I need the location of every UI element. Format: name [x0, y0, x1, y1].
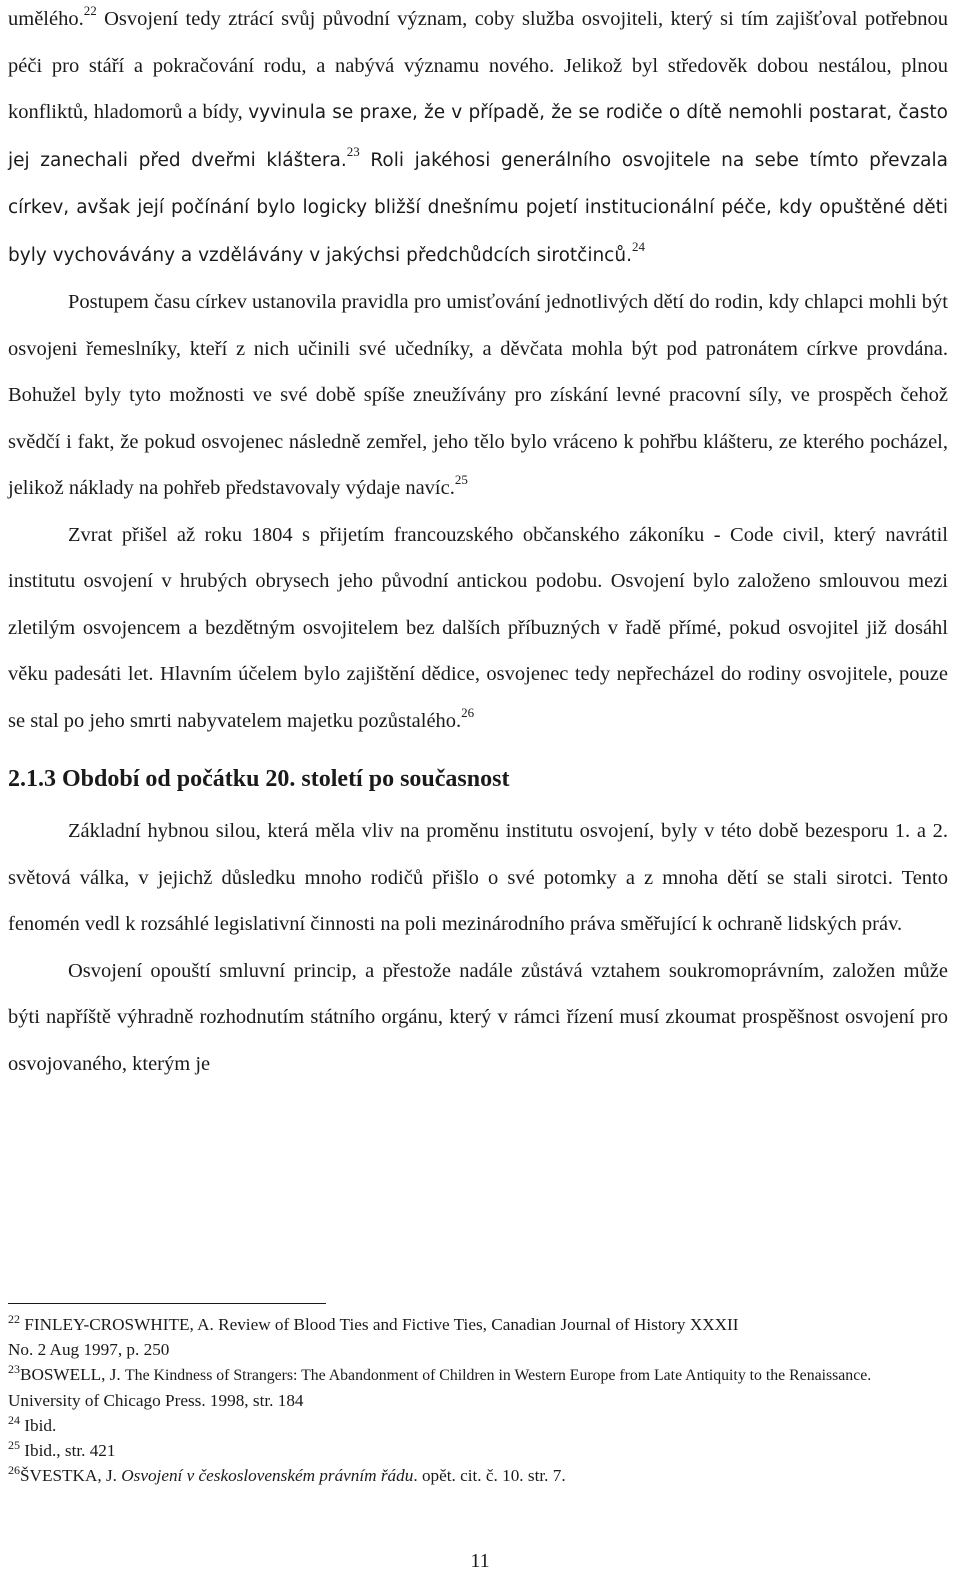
footnote-text: BOSWELL, J.	[20, 1365, 126, 1384]
footnote-text: FINLEY-CROSWHITE, A.	[20, 1315, 219, 1334]
footnotes	[8, 1312, 944, 1488]
footnote-number: 24	[8, 1413, 20, 1428]
text-run: Osvojení tedy ztrácí svůj původní význam, coby služba osvojiteli, který si tím zajišťoval potřebnou péči pro stáří a pokračování rodu, a nabývá významu nového. Jelikož byl středověk dobou nestálou, plnou konfliktů, hladomorů a bídy,	[8, 8, 948, 123]
body-text	[8, 0, 948, 1087]
footnote-text: ŠVESTKA, J.	[20, 1466, 122, 1485]
footnote-number: 25	[8, 1438, 20, 1453]
footnote-separator	[8, 1303, 326, 1304]
footnote-text: Review of Blood Ties and Fictive Ties, Canadian Journal of History XXXII	[218, 1315, 739, 1334]
footnote-26	[8, 1463, 944, 1488]
footnote-number: 23	[8, 1362, 20, 1377]
footnote-text: Ibid.	[20, 1416, 57, 1435]
paragraph-5: Osvojení opouští smluvní princip, a přestože nadále zůstává vztahem soukromoprávním, založen může býti napříště výhradně rozhodnutím státního orgánu, který v rámci řízení musí zkoumat prospěšnost osvojení pro osvojovaného, kterým je	[8, 959, 948, 1075]
text-run: Postupem času církev ustanovila pravidla pro umisťování jednotlivých dětí do rodin, kdy chlapci mohli být osvojeni řemeslníky, kteří z nich učinili své učedníky, a děvčata mohla být pod patronátem církve provdána. Bohužel byly tyto možnosti ve své době spíše zneužívány pro získání levné pracovní síly, ve prospěch čehož svědčí i fakt, že pokud osvojenec následně zemřel, jeho tělo bylo vráceno k pohřbu klášteru, ze kterého pocházel, jelikož náklady na pohřeb představovaly výdaje navíc.	[8, 291, 948, 499]
footnote-text: Ibid., str. 421	[20, 1441, 116, 1460]
footnote-number: 22	[8, 1312, 20, 1327]
footnote-ref-24[interactable]: 24	[631, 238, 645, 254]
text-run: vyvinula se praxe, že v případě, že se rodiče o dítě nemohli postarat, často jej zanechali před dveřmi kláštera.	[8, 102, 948, 171]
text-run: umělého.	[8, 8, 84, 30]
footnote-text: No. 2 Aug 1997, p. 250	[8, 1340, 170, 1359]
paragraph-3	[8, 512, 948, 745]
footnote-22	[8, 1312, 944, 1362]
footnote-italic-title: Osvojení v československém právním řádu	[121, 1466, 414, 1485]
page-number: 11	[470, 1550, 490, 1572]
footnote-ref-23[interactable]: 23	[346, 143, 360, 159]
footnote-text: University of Chicago Press. 1998, str. 184	[8, 1391, 304, 1410]
footnote-24	[8, 1413, 944, 1438]
section-heading: 2.1.3 Období od počátku 20. století po současnost	[8, 766, 510, 792]
footnote-ref-22[interactable]: 22	[83, 3, 97, 19]
footnote-ref-25[interactable]: 25	[454, 472, 468, 488]
text-run: Zvrat přišel až roku 1804 s přijetím francouzského občanského zákoníku - Code civil, který navrátil institutu osvojení v hrubých obrysech jeho původní antickou podobu. Osvojení bylo založeno smlouvou mezi zletilým osvojencem a bezdětným osvojitelem bez dalších příbuzných v řadě přímé, pokud osvojitel již dosáhl věku padesáti let. Hlavním účelem bylo zajištění dědice, osvojenec tedy nepřecházel do rodiny osvojitele, pouze se stal po jeho smrti nabyvatelem majetku pozůstalého.	[8, 523, 948, 732]
footnote-23	[8, 1362, 944, 1413]
footnote-ref-26[interactable]: 26	[461, 704, 475, 720]
text-run: Roli jakéhosi generálního osvojitele na sebe tímto převzala církev, avšak její počínání bylo logicky bližší dnešnímu pojetí institucionální péče, kdy opuštěné děti byly vychovávány a vzdělávány v jakýchsi předchůdcích sirotčinců.	[8, 149, 948, 266]
footnote-25	[8, 1438, 944, 1463]
paragraph-2	[8, 279, 948, 512]
footnote-text: The Kindness of Strangers: The Abandonment of Children in Western Europe from Late Antiquity to the Renaissance.	[125, 1367, 872, 1384]
footnote-number: 26	[8, 1463, 20, 1478]
footnote-text: . opět. cit. č. 10. str. 7.	[413, 1466, 566, 1485]
paragraph-1	[8, 0, 948, 279]
paragraph-4: Základní hybnou silou, která měla vliv na proměnu institutu osvojení, byly v této době bezesporu 1. a 2. světová válka, v jejichž důsledku mnoho rodičů přišlo o své potomky a z mnoha dětí se stali sirotci. Tento fenomén vedl k rozsáhlé legislativní činnosti na poli mezinárodního práva směřující k ochraně lidských práv.	[8, 820, 948, 935]
